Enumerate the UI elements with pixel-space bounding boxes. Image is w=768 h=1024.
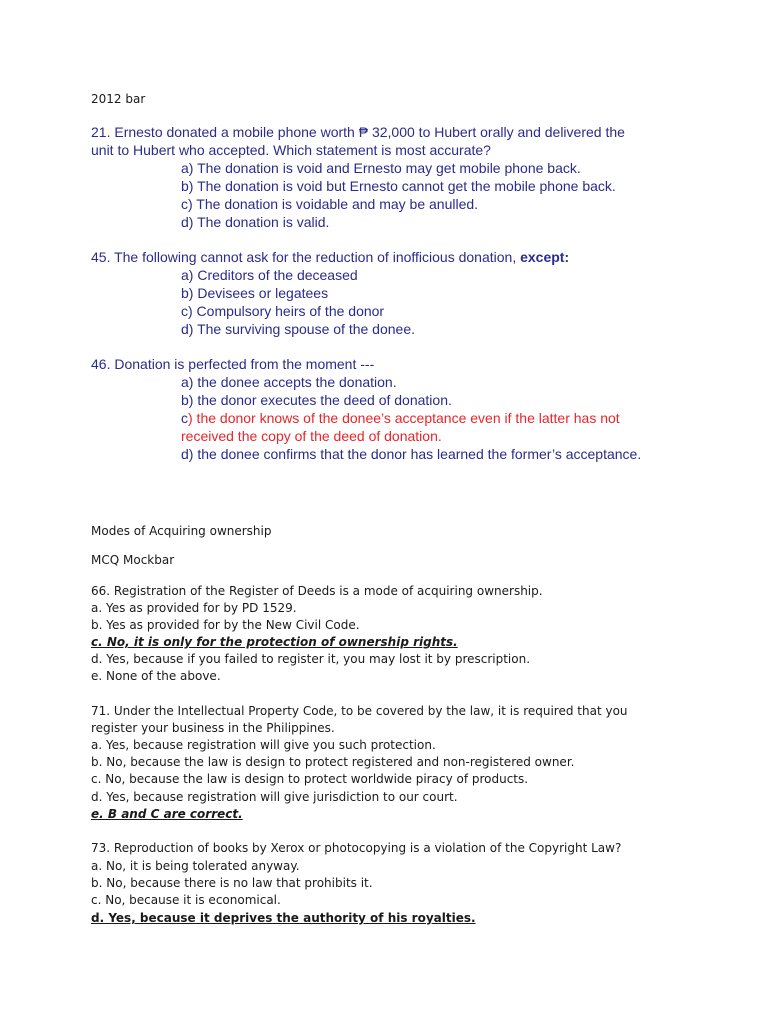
q71-stem-line2: register your business in the Philippines. — [91, 721, 335, 735]
q21-option-c: c) The donation is voidable and may be anulled. — [181, 196, 479, 212]
q21-option-a: a) The donation is void and Ernesto may get mobile phone back. — [181, 160, 581, 176]
q71-stem-line1: 71. Under the Intellectual Property Code, to be covered by the law, it is required that you — [91, 704, 628, 718]
q21-stem-line1: 21. Ernesto donated a mobile phone worth ₱ 32,000 to Hubert orally and delivered the — [91, 124, 625, 140]
q46-option-d: d) the donee confirms that the donor has learned the former’s acceptance. — [181, 446, 642, 462]
q71-option-d: d. Yes, because registration will give jurisdiction to our court. — [91, 790, 458, 804]
q45-stem — [91, 249, 569, 265]
q46-stem: 46. Donation is perfected from the moment --- — [91, 356, 375, 372]
q45-emphasis: except: — [520, 249, 570, 265]
q21-option-d: d) The donation is valid. — [181, 214, 330, 230]
q45-option-b: b) Devisees or legatees — [181, 285, 329, 301]
q45-option-c: c) Compulsory heirs of the donor — [181, 303, 385, 319]
q46-option-c — [181, 410, 620, 426]
q66-stem: 66. Registration of the Register of Deeds is a mode of acquiring ownership. — [91, 584, 543, 598]
q21-option-b: b) The donation is void but Ernesto cannot get the mobile phone back. — [181, 178, 616, 194]
q71-option-c: c. No, because the law is design to protect worldwide piracy of products. — [91, 772, 529, 786]
q71-option-b: b. No, because the law is design to protect registered and non-registered owner. — [91, 755, 575, 769]
q73-option-d-answer: d. Yes, because it deprives the authority of his royalties. — [91, 911, 476, 925]
q45-stem-text: 45. The following cannot ask for the reduction of inofficious donation, — [91, 249, 521, 265]
q73-option-a: a. No, it is being tolerated anyway. — [91, 859, 300, 873]
q73-option-c: c. No, because it is economical. — [91, 893, 281, 907]
section-title: Modes of Acquiring ownership — [91, 524, 272, 538]
q66-option-d: d. Yes, because if you failed to register it, you may lost it by prescription. — [91, 652, 531, 666]
q71-option-a: a. Yes, because registration will give you such protection. — [91, 738, 436, 752]
q66-option-a: a. Yes as provided for by PD 1529. — [91, 601, 297, 615]
q46-option-c-letter: c — [181, 410, 188, 426]
q46-option-b: b) the donor executes the deed of donation. — [181, 392, 452, 408]
q45-option-d: d) The surviving spouse of the donee. — [181, 321, 416, 337]
q45-option-a: a) Creditors of the deceased — [181, 267, 358, 283]
q66-option-e: e. None of the above. — [91, 669, 221, 683]
q46-option-c-text: ) the donor knows of the donee’s acceptance even if the latter has not — [188, 410, 620, 426]
q73-option-b: b. No, because there is no law that prohibits it. — [91, 876, 373, 890]
q66-option-c-answer: c. No, it is only for the protection of ownership rights. — [91, 635, 458, 649]
q46-option-c-continued: received the copy of the deed of donation. — [181, 428, 442, 444]
q46-option-a: a) the donee accepts the donation. — [181, 374, 397, 390]
q73-stem: 73. Reproduction of books by Xerox or photocopying is a violation of the Copyright Law? — [91, 841, 622, 855]
q21-stem-line2: unit to Hubert who accepted. Which statement is most accurate? — [91, 142, 491, 158]
section-header: 2012 bar — [91, 92, 146, 106]
q71-option-e-answer: e. B and C are correct. — [91, 807, 243, 821]
q66-option-b: b. Yes as provided for by the New Civil Code. — [91, 618, 360, 632]
subsection-title: MCQ Mockbar — [91, 553, 175, 567]
